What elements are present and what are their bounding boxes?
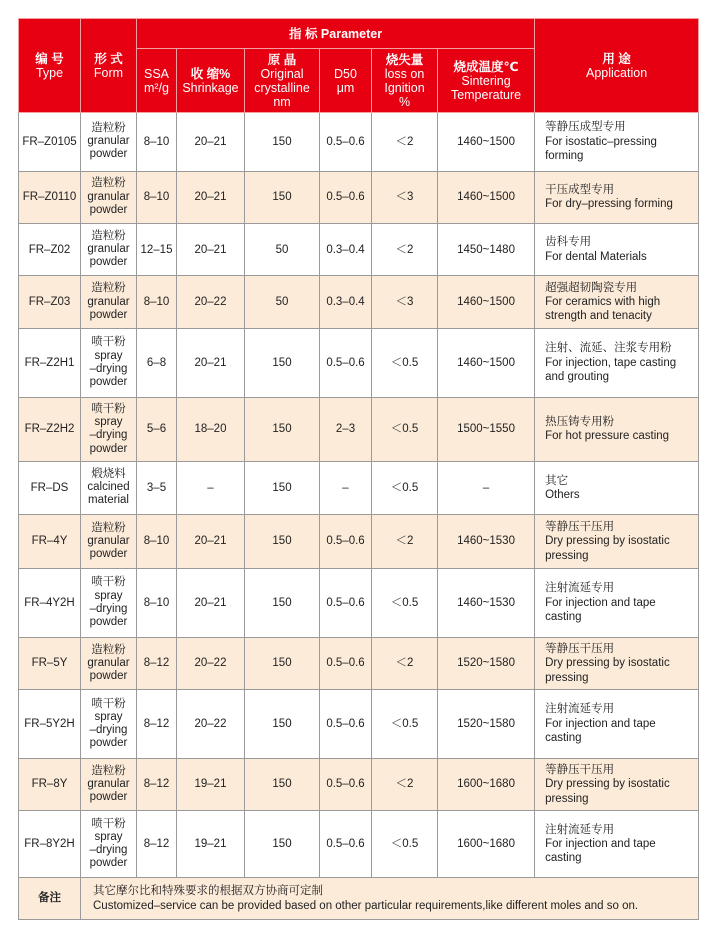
application-line: 注射流延专用	[545, 582, 615, 595]
form-line: 造粒粉	[91, 764, 126, 777]
cell-d50: 0.5–0.6	[320, 328, 372, 397]
form-line: 喷干粉	[91, 336, 126, 349]
cell-ssa: 8–12	[137, 637, 177, 689]
application-line: pressing	[545, 792, 589, 805]
cell-ssa: 8–10	[137, 276, 177, 328]
form-line: 造粒粉	[91, 643, 126, 656]
cell-d50: 0.5–0.6	[320, 637, 372, 689]
form-line: powder	[89, 308, 128, 321]
cell-form	[81, 758, 137, 810]
application-line: 超强超韧陶瓷专用	[545, 281, 638, 294]
cell-d50: 0.5–0.6	[320, 514, 372, 568]
cell-d50: 0.5–0.6	[320, 758, 372, 810]
header-ssa: SSA m²/g	[137, 49, 177, 113]
cell-application	[535, 758, 699, 810]
form-line: spray	[94, 710, 123, 723]
cell-sintering: 1520~1580	[438, 690, 535, 759]
cell-d50: –	[320, 462, 372, 514]
cell-ignition: ＜3	[372, 276, 438, 328]
cell-d50: 0.5–0.6	[320, 171, 372, 223]
application-line: 等静压干压用	[545, 642, 615, 655]
form-line: 煅烧料	[91, 468, 126, 481]
cell-ssa: 8–12	[137, 811, 177, 878]
table-row	[19, 637, 699, 689]
cell-form	[81, 690, 137, 759]
cell-application	[535, 276, 699, 328]
note-row	[19, 878, 699, 920]
form-line: –drying	[89, 429, 128, 442]
form-line: granular	[87, 777, 130, 790]
cell-ssa: 6–8	[137, 328, 177, 397]
cell-sintering: 1460~1500	[438, 171, 535, 223]
note-label: 备注	[19, 878, 81, 920]
cell-crystalline: 150	[245, 514, 320, 568]
header-ignition: 烧失量 loss on Ignition %	[372, 49, 438, 113]
cell-shrinkage: 20–21	[177, 224, 245, 276]
application-line: For isostatic–pressing	[545, 135, 657, 148]
cell-sintering: 1460~1500	[438, 328, 535, 397]
application-line: Dry pressing by isostatic	[545, 657, 670, 670]
cell-application	[535, 569, 699, 638]
application-line: forming	[545, 149, 584, 162]
application-line: Others	[545, 488, 580, 501]
cell-crystalline: 150	[245, 113, 320, 172]
cell-ssa: 12–15	[137, 224, 177, 276]
table-row	[19, 328, 699, 397]
form-line: –drying	[89, 844, 128, 857]
cell-type: FR–4Y2H	[19, 569, 81, 638]
cell-form	[81, 462, 137, 514]
cell-sintering: 1520~1580	[438, 637, 535, 689]
cell-type: FR–Z02	[19, 224, 81, 276]
header-application: 用 途 Application	[535, 19, 699, 113]
cell-crystalline: 150	[245, 569, 320, 638]
table-row	[19, 811, 699, 878]
cell-ignition: ＜0.5	[372, 569, 438, 638]
cell-ignition: ＜2	[372, 224, 438, 276]
note-zh: 其它摩尔比和特殊要求的根据双方协商可定制	[93, 885, 323, 898]
cell-form	[81, 276, 137, 328]
application-line: For injection and tape casting	[545, 717, 656, 745]
form-line: granular	[87, 534, 130, 547]
cell-sintering: 1600~1680	[438, 758, 535, 810]
cell-d50: 0.5–0.6	[320, 113, 372, 172]
application-line: 等静压干压用	[545, 763, 615, 776]
cell-ignition: ＜2	[372, 514, 438, 568]
table-row	[19, 462, 699, 514]
form-line: 喷干粉	[91, 817, 126, 830]
form-line: spray	[94, 830, 123, 843]
application-line: 齿科专用	[545, 236, 592, 249]
cell-ssa: 8–12	[137, 758, 177, 810]
table-row	[19, 569, 699, 638]
cell-shrinkage: 20–21	[177, 171, 245, 223]
cell-application	[535, 514, 699, 568]
table-header	[19, 19, 699, 113]
application-line: 注射流延专用	[545, 823, 615, 836]
form-line: calcined	[87, 481, 130, 494]
form-line: powder	[89, 203, 128, 216]
form-line: 造粒粉	[91, 521, 126, 534]
cell-crystalline: 50	[245, 224, 320, 276]
cell-crystalline: 150	[245, 328, 320, 397]
cell-crystalline: 150	[245, 690, 320, 759]
cell-d50: 2–3	[320, 397, 372, 462]
note-text	[81, 878, 699, 920]
form-line: powder	[89, 442, 128, 455]
form-line: 喷干粉	[91, 576, 126, 589]
cell-shrinkage: 20–22	[177, 637, 245, 689]
cell-crystalline: 150	[245, 811, 320, 878]
cell-application	[535, 811, 699, 878]
cell-ignition: ＜0.5	[372, 397, 438, 462]
form-line: powder	[89, 256, 128, 269]
header-sintering: 烧成温度℃ Sintering Temperature	[438, 49, 535, 113]
form-line: granular	[87, 135, 130, 148]
cell-type: FR–8Y2H	[19, 811, 81, 878]
cell-type: FR–Z0105	[19, 113, 81, 172]
cell-type: FR–Z0110	[19, 171, 81, 223]
cell-shrinkage: –	[177, 462, 245, 514]
table-row	[19, 758, 699, 810]
cell-ignition: ＜0.5	[372, 462, 438, 514]
application-line: For ceramics with high	[545, 296, 661, 309]
application-line: pressing	[545, 549, 589, 562]
cell-form	[81, 171, 137, 223]
cell-application	[535, 113, 699, 172]
cell-form	[81, 113, 137, 172]
cell-shrinkage: 20–21	[177, 569, 245, 638]
application-line: For injection, tape casting	[545, 356, 677, 369]
cell-shrinkage: 20–22	[177, 276, 245, 328]
cell-crystalline: 50	[245, 276, 320, 328]
cell-type: FR–5Y	[19, 637, 81, 689]
cell-ssa: 5–6	[137, 397, 177, 462]
cell-type: FR–4Y	[19, 514, 81, 568]
cell-ignition: ＜2	[372, 758, 438, 810]
form-line: spray	[94, 589, 123, 602]
table-row	[19, 224, 699, 276]
cell-ignition: ＜0.5	[372, 690, 438, 759]
table-row	[19, 171, 699, 223]
cell-shrinkage: 20–21	[177, 113, 245, 172]
cell-form	[81, 811, 137, 878]
cell-type: FR–8Y	[19, 758, 81, 810]
application-line: 等静压干压用	[545, 520, 615, 533]
cell-crystalline: 150	[245, 397, 320, 462]
form-line: –drying	[89, 724, 128, 736]
cell-ignition: ＜0.5	[372, 811, 438, 878]
table-row	[19, 397, 699, 462]
application-line: and grouting	[545, 370, 610, 383]
cell-type: FR–Z2H1	[19, 328, 81, 397]
cell-application	[535, 224, 699, 276]
cell-application	[535, 637, 699, 689]
application-line: 等静压成型专用	[545, 121, 626, 134]
cell-sintering: 1460~1530	[438, 514, 535, 568]
header-shrinkage: 收 缩% Shrinkage	[177, 49, 245, 113]
form-line: powder	[89, 670, 128, 683]
cell-crystalline: 150	[245, 758, 320, 810]
cell-type: FR–Z03	[19, 276, 81, 328]
table-row	[19, 690, 699, 759]
form-line: 造粒粉	[91, 177, 126, 190]
note-en: Customized–service can be provided based on other particular requirements,like different moles and so on.	[93, 899, 639, 912]
table-body	[19, 113, 699, 878]
form-line: powder	[89, 737, 128, 750]
form-line: granular	[87, 190, 130, 203]
application-line: 干压成型专用	[545, 183, 615, 196]
product-spec-table	[18, 18, 699, 920]
application-line: For injection and tape casting	[545, 596, 656, 624]
cell-d50: 0.3–0.4	[320, 224, 372, 276]
form-line: 喷干粉	[91, 402, 126, 415]
cell-shrinkage: 19–21	[177, 811, 245, 878]
cell-sintering: 1600~1680	[438, 811, 535, 878]
cell-ignition: ＜3	[372, 171, 438, 223]
application-line: For hot pressure casting	[545, 430, 670, 443]
form-line: 造粒粉	[91, 282, 126, 295]
application-line: strength and tenacity	[545, 310, 652, 323]
form-line: spray	[94, 416, 123, 429]
header-type: 编 号 Type	[19, 19, 81, 113]
application-line: pressing	[545, 671, 589, 684]
cell-d50: 0.5–0.6	[320, 569, 372, 638]
application-line: Dry pressing by isostatic	[545, 778, 670, 791]
cell-shrinkage: 20–21	[177, 328, 245, 397]
cell-form	[81, 514, 137, 568]
form-line: powder	[89, 375, 128, 388]
application-line: 注射、流延、注浆专用粉	[545, 342, 672, 355]
cell-form	[81, 224, 137, 276]
form-line: powder	[89, 857, 128, 870]
form-line: –drying	[89, 362, 128, 375]
form-line: 喷干粉	[91, 697, 126, 710]
application-line: Dry pressing by isostatic	[545, 535, 670, 548]
application-line: 热压铸专用粉	[545, 415, 615, 428]
cell-ssa: 8–10	[137, 113, 177, 172]
form-line: powder	[89, 616, 128, 629]
cell-sintering: 1460~1500	[438, 113, 535, 172]
cell-crystalline: 150	[245, 462, 320, 514]
header-crystalline: 原 晶 Original crystalline nm	[245, 49, 320, 113]
form-line: powder	[89, 791, 128, 804]
cell-ssa: 8–10	[137, 171, 177, 223]
cell-sintering: 1450~1480	[438, 224, 535, 276]
cell-d50: 0.3–0.4	[320, 276, 372, 328]
form-line: 造粒粉	[91, 229, 126, 242]
cell-form	[81, 569, 137, 638]
cell-sintering: 1460~1530	[438, 569, 535, 638]
cell-crystalline: 150	[245, 171, 320, 223]
cell-ssa: 3–5	[137, 462, 177, 514]
cell-d50: 0.5–0.6	[320, 690, 372, 759]
cell-shrinkage: 20–21	[177, 514, 245, 568]
application-line: For dental Materials	[545, 250, 647, 263]
cell-type: FR–DS	[19, 462, 81, 514]
form-line: powder	[89, 148, 128, 161]
form-line: material	[88, 494, 129, 507]
form-line: granular	[87, 243, 130, 256]
header-form: 形 式 Form	[81, 19, 137, 113]
cell-sintering: 1500~1550	[438, 397, 535, 462]
application-line: 注射流延专用	[545, 703, 615, 716]
cell-shrinkage: 19–21	[177, 758, 245, 810]
cell-d50: 0.5–0.6	[320, 811, 372, 878]
cell-application	[535, 328, 699, 397]
cell-ssa: 8–10	[137, 514, 177, 568]
form-line: spray	[94, 349, 123, 362]
application-line: For injection and tape casting	[545, 837, 656, 865]
cell-application	[535, 171, 699, 223]
cell-application	[535, 462, 699, 514]
cell-shrinkage: 20–22	[177, 690, 245, 759]
cell-ignition: ＜0.5	[372, 328, 438, 397]
form-line: 造粒粉	[91, 121, 126, 134]
cell-form	[81, 397, 137, 462]
cell-ssa: 8–10	[137, 569, 177, 638]
form-line: granular	[87, 295, 130, 308]
cell-form	[81, 637, 137, 689]
cell-shrinkage: 18–20	[177, 397, 245, 462]
cell-ignition: ＜2	[372, 113, 438, 172]
table-row	[19, 514, 699, 568]
cell-application	[535, 397, 699, 462]
header-parameter: 指 标 Parameter	[137, 19, 535, 49]
cell-ssa: 8–12	[137, 690, 177, 759]
cell-type: FR–5Y2H	[19, 690, 81, 759]
application-line: For dry–pressing forming	[545, 198, 673, 211]
form-line: granular	[87, 656, 130, 669]
form-line: powder	[89, 547, 128, 560]
cell-form	[81, 328, 137, 397]
table-row	[19, 276, 699, 328]
cell-type: FR–Z2H2	[19, 397, 81, 462]
table-row	[19, 113, 699, 172]
header-d50: D50 μm	[320, 49, 372, 113]
cell-crystalline: 150	[245, 637, 320, 689]
form-line: –drying	[89, 602, 128, 615]
cell-application	[535, 690, 699, 759]
application-line: 其它	[545, 474, 569, 487]
cell-sintering: –	[438, 462, 535, 514]
cell-ignition: ＜2	[372, 637, 438, 689]
cell-sintering: 1460~1500	[438, 276, 535, 328]
